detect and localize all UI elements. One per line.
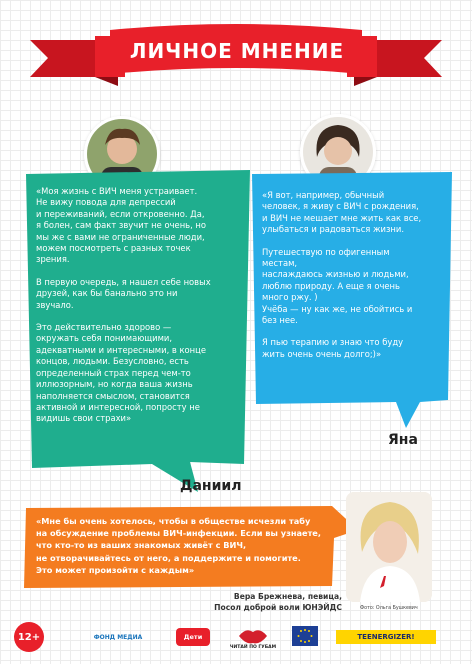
page-title: ЛИЧНОЕ МНЕНИЕ — [129, 39, 345, 63]
yana-name: Яна — [388, 432, 418, 448]
yana-paragraph: Путешествую по офигенным местам, наслаждаюсь жизнью и людьми, люблю природу. А еще я очень много ржу. ) Учёба — ну как же, не обойтись и без нее. — [262, 246, 413, 326]
logo-chitay-label: ЧИТАЙ ПО ГУБАМ — [229, 644, 277, 650]
logo-teenergizer: TEENERGIZER! — [336, 630, 436, 644]
daniil-paragraph: «Моя жизнь с ВИЧ меня устраивает. Не вижу повода для депрессий и переживаний, если откровенно. Да, я болен, сам факт звучит не очень, но мы же с вами не ограниченные люди, можем посмотреть с разных точек зрения. — [36, 186, 207, 265]
age-rating-badge: 12+ — [14, 622, 44, 652]
yana-paragraph: «Я вот, например, обычный человек, я живу с ВИЧ с рождения, и ВИЧ не мешает мне жить как все, улыбаться и радоваться жизни. — [262, 190, 422, 235]
yana-paragraph: Я пью терапию и знаю что буду жить очень очень долго;)» — [262, 337, 404, 359]
yana-text — [262, 190, 448, 371]
brezhneva-photo — [346, 492, 432, 602]
logo-chitay-po-gubam — [228, 618, 278, 658]
eu-stars-icon — [296, 628, 314, 644]
daniil-paragraph: В первую очередь, я нашел себе новых друзей, как бы банально это ни звучало. — [36, 276, 211, 310]
author-name: Вера Брежнева, певица, — [233, 592, 342, 601]
photo-credit: Фото: Ольга Бушкевич — [360, 606, 418, 611]
daniil-text — [36, 186, 246, 436]
brezhneva-quote: «Мне бы очень хотелось, чтобы в обществе исчезли табу на обсуждение проблемы ВИЧ-инфекции. Если вы узнаете, что кто-то из ваших знакомых живёт с ВИЧ, не отворачивайтесь от него, а поддержите и помогите. Это может произойти с каждым» — [36, 516, 321, 575]
lips-icon — [238, 627, 268, 645]
author-title: Посол доброй воли ЮНЭЙДС — [214, 602, 342, 612]
logo-deti: Дети — [176, 628, 210, 646]
logo-fond-media: ФОНД МЕДИА — [93, 633, 143, 641]
logo-eu — [292, 626, 318, 646]
quote-author — [150, 592, 342, 613]
daniil-paragraph: Это действительно здорово — окружать себя понимающими, адекватными и интересными, в конце концов, людьми. Безусловно, есть определенный страх перед чем-то иллюзорным, но когда ваша жизнь наполняется смыслом, становится активной и интересной, попросту не видишь свои страхи» — [36, 322, 207, 424]
daniil-name: Даниил — [180, 478, 242, 494]
